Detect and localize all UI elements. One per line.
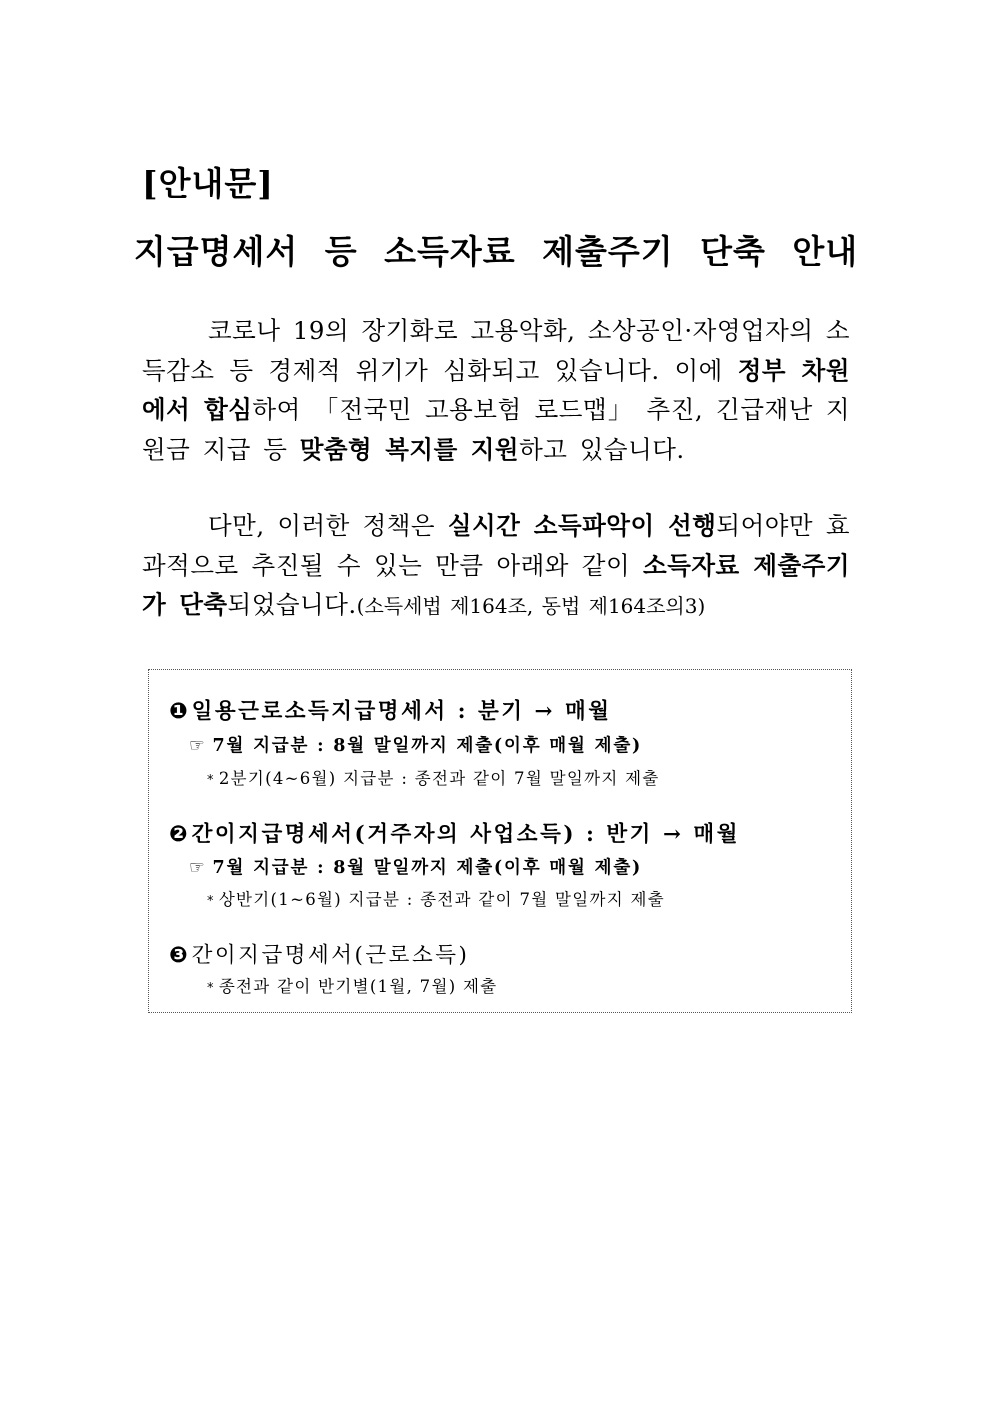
item-1-heading-text: 일용근로소득지급명세서 : 분기 → 매월 (191, 699, 612, 724)
item-2-note-text: 상반기(1~6월) 지급분 : 종전과 같이 7월 말일까지 제출 (218, 890, 666, 909)
policy-text-2: 되어야만 효과적으로 추진될 수 있는 만큼 아래와 같이 (142, 511, 850, 580)
intro-bold-1: 정부 차원에서 합심 (142, 355, 850, 424)
intro-paragraph (142, 311, 850, 469)
item-1-sub (189, 732, 642, 757)
policy-bold-1: 실시간 소득파악이 선행 (447, 511, 717, 540)
asterisk-icon: * (207, 894, 215, 909)
item-2-heading-text: 간이지급명세서(거주자의 사업소득) : 반기 → 매월 (191, 822, 740, 847)
policy-text-3: 되었습니다. (227, 590, 357, 619)
intro-text-3: 하고 있습니다. (519, 434, 685, 464)
item-3-note-text: 종전과 같이 반기별(1월, 7월) 제출 (218, 977, 498, 996)
intro-text-1: 코로나 19의 장기화로 고용악화, 소상공인·자영업자의 소득감소 등 경제적 위기가 심화되고 있습니다. 이에 (142, 316, 850, 385)
item-1-note (207, 765, 660, 789)
summary-box (148, 669, 852, 1013)
law-reference: (소득세법 제164조, 동법 제164조의3) (356, 594, 706, 618)
notice-label: [안내문] (142, 164, 274, 203)
item-3-note (207, 973, 497, 997)
item-1-note-text: 2분기(4~6월) 지급분 : 종전과 같이 7월 말일까지 제출 (218, 769, 660, 788)
item-1-heading (169, 694, 612, 725)
pointing-hand-icon: ☞ (189, 858, 207, 878)
item-2-heading (169, 817, 740, 848)
item-2-note (207, 886, 665, 910)
item-2-sub (189, 854, 642, 879)
item-1-sub-text: 7월 지급분 : 8월 말일까지 제출(이후 매월 제출) (212, 736, 643, 756)
item-3-heading (169, 938, 469, 969)
number-2-icon: ❷ (169, 822, 188, 847)
number-3-icon: ❸ (169, 943, 188, 968)
item-2-sub-text: 7월 지급분 : 8월 말일까지 제출(이후 매월 제출) (212, 858, 643, 878)
asterisk-icon: * (207, 773, 215, 788)
intro-text-2: 하여 「전국민 고용보험 로드맵」 추진, 긴급재난 지원금 지급 등 (142, 395, 851, 464)
policy-bold-2: 소득자료 제출주기가 단축 (142, 550, 850, 619)
pointing-hand-icon: ☞ (189, 736, 207, 756)
intro-bold-2: 맞춤형 복지를 지원 (299, 434, 520, 464)
policy-paragraph (142, 506, 850, 627)
number-1-icon: ❶ (169, 699, 188, 724)
policy-text-1: 다만, 이러한 정책은 (208, 511, 448, 540)
document-title: 지급명세서 등 소득자료 제출주기 단축 안내 (133, 232, 859, 271)
item-3-heading-text: 간이지급명세서(근로소득) (191, 943, 470, 968)
asterisk-icon: * (207, 981, 215, 996)
